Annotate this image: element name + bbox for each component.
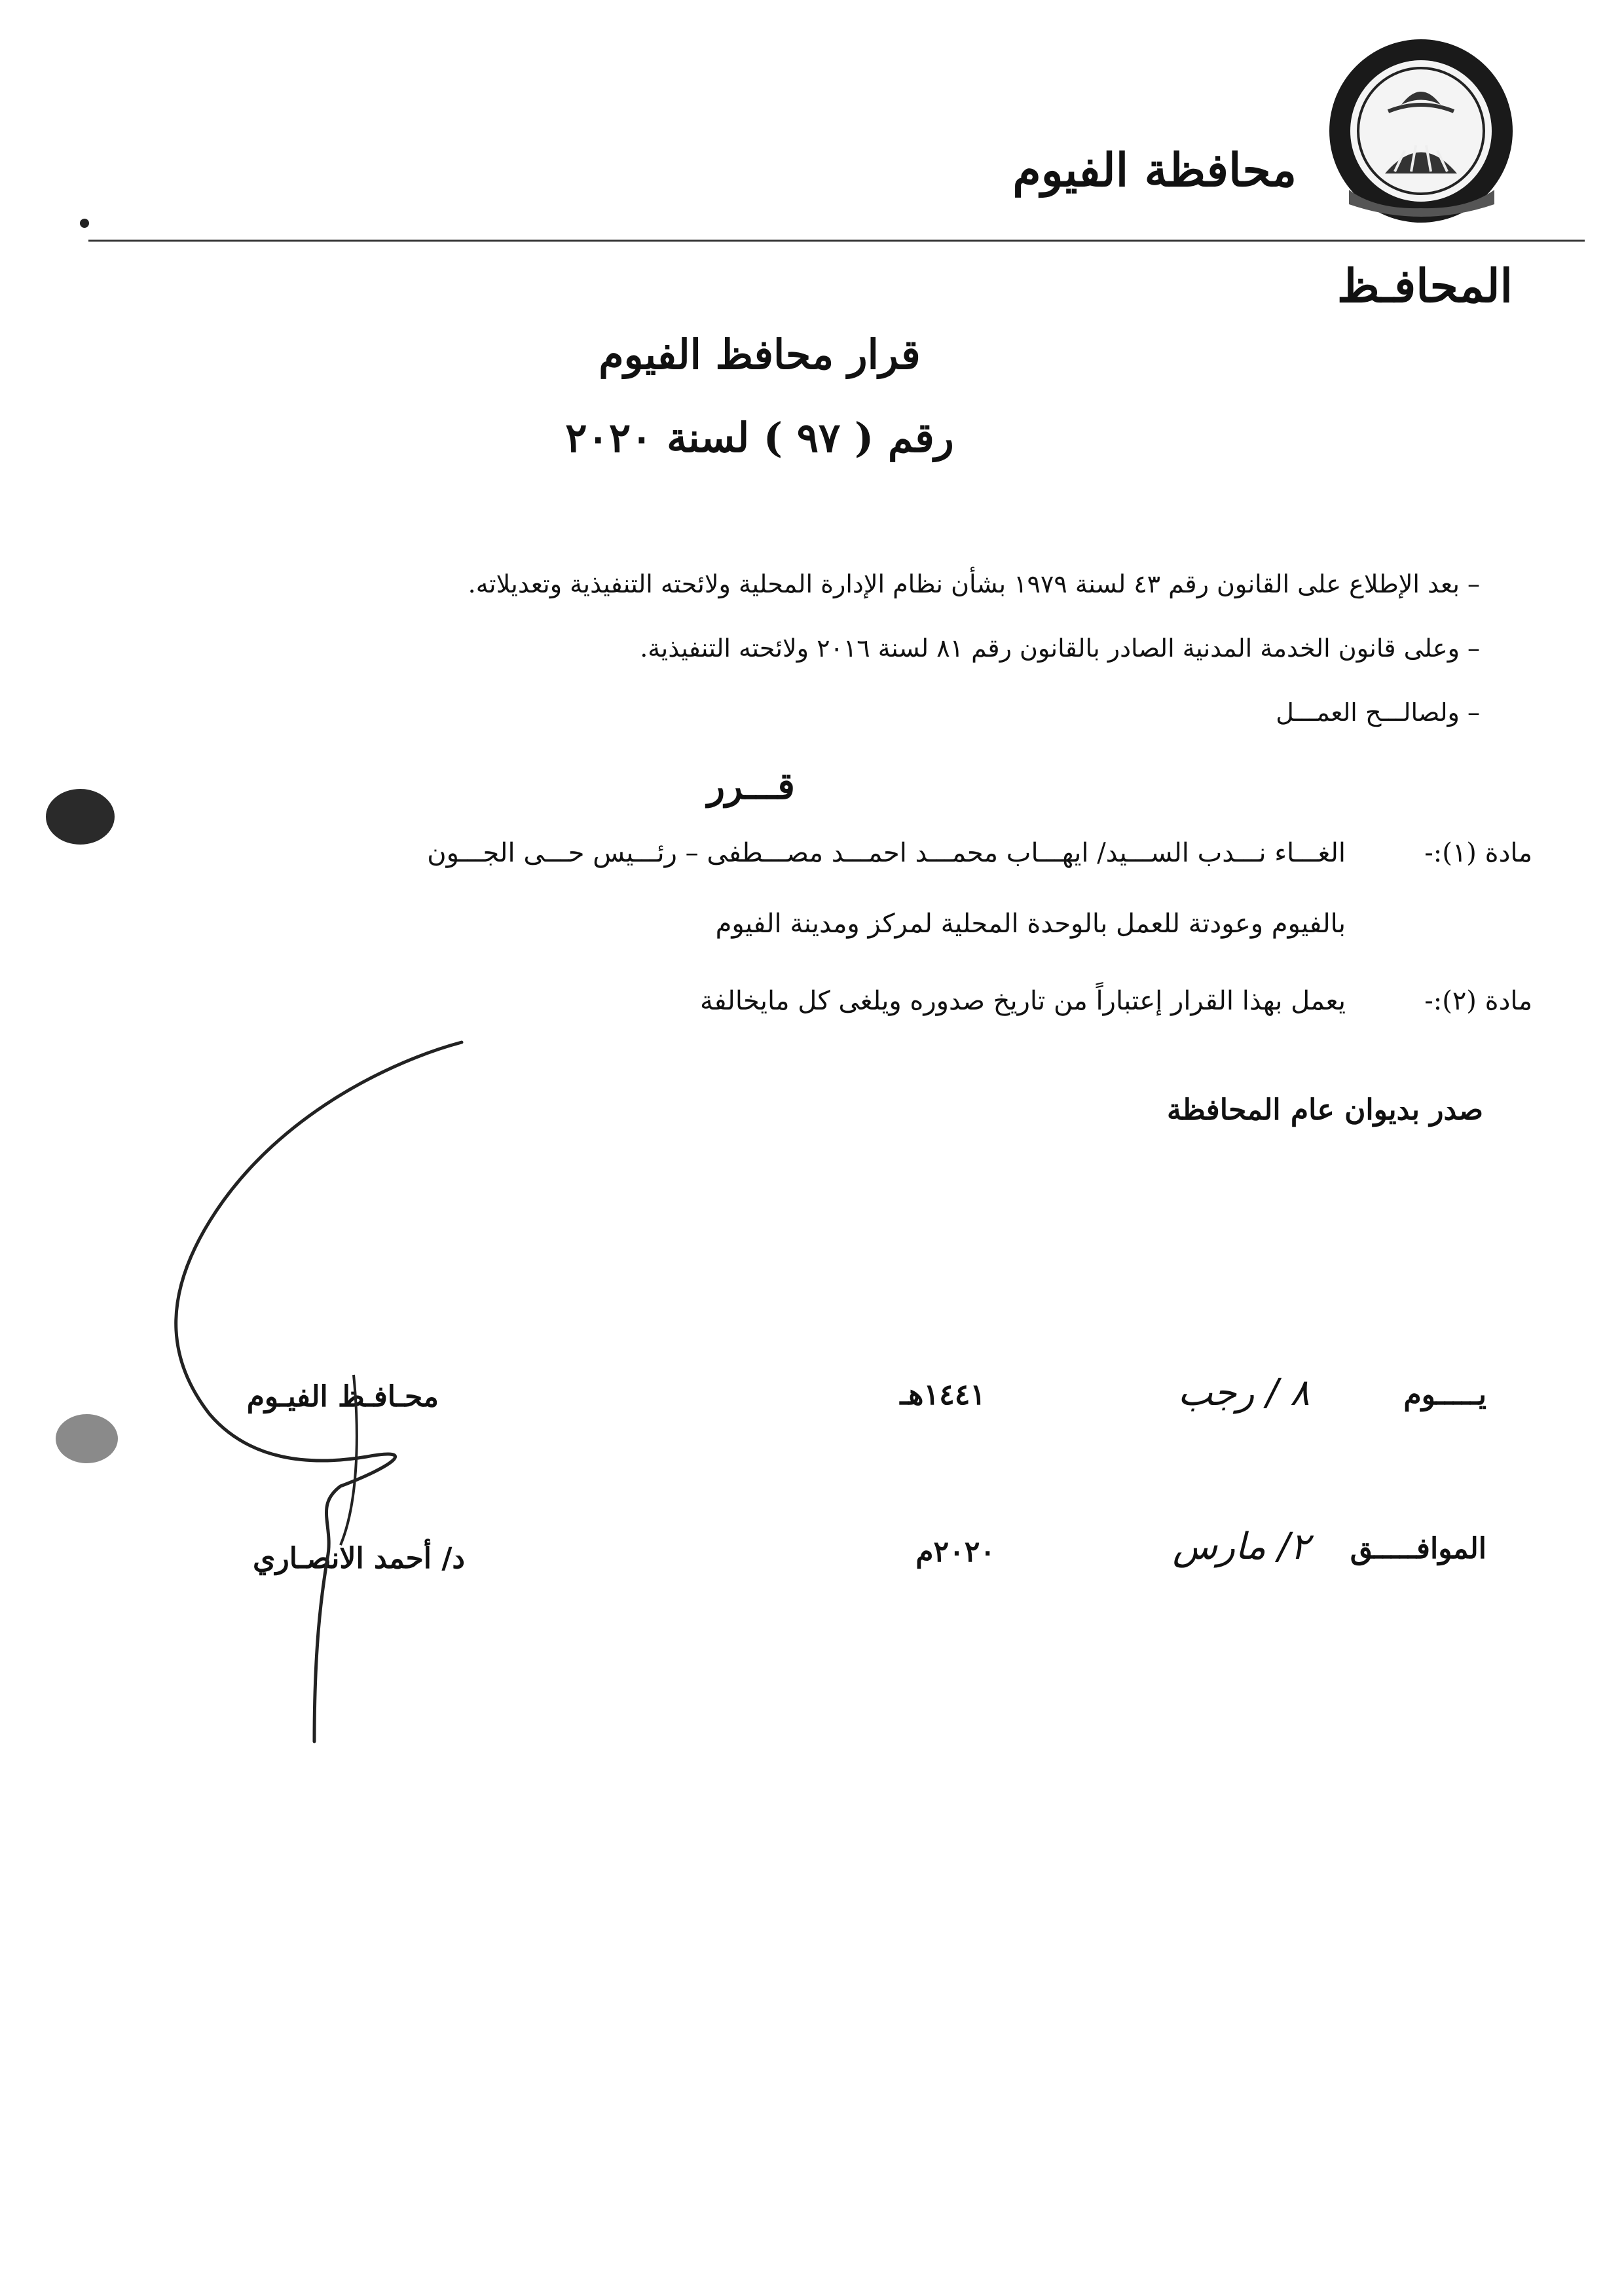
agreed-label: الموافـــــق <box>1350 1532 1486 1565</box>
signatory-name: د/ أحمد الانصـاري <box>253 1542 465 1575</box>
hijri-year: ١٤٤١هـ <box>900 1378 986 1412</box>
governorate-header: محافظة الفيوم <box>1012 143 1297 197</box>
decision-number: رقم ( ٩٧ ) لسنة ٢٠٢٠ <box>565 414 954 462</box>
gregorian-year: ٢٠٢٠م <box>915 1535 995 1569</box>
article-continuation: بالفيوم وعودتة للعمل بالوحدة المحلية لمركز ومدينة الفيوم <box>715 909 1346 939</box>
decided-heading: قـــرر <box>707 765 795 808</box>
preamble-item: – وعلى قانون الخدمة المدنية الصادر بالقانون رقم ٨١ لسنة ٢٠١٦ ولائحته التنفيذية. <box>640 634 1480 663</box>
hijri-handwritten-date: ٨ / رجب <box>1177 1372 1310 1414</box>
decision-title: قرار محافظ الفيوم <box>599 331 921 378</box>
preamble-item: – ولصالـــح العمـــل <box>1276 698 1480 727</box>
preamble-item: – بعد الإطلاع على القانون رقم ٤٣ لسنة ١٩٧٩ بشأن نظام الإدارة المحلية ولائحته التنفيذية وتعديلاته. <box>468 570 1480 598</box>
article-label: مادة (١):- <box>1424 838 1532 868</box>
article-text: يعمل بهذا القرار إعتباراً من تاريخ صدوره ويلغى كل مايخالفة <box>699 986 1346 1016</box>
punch-hole-mark <box>56 1414 118 1463</box>
article-label: مادة (٢):- <box>1424 986 1532 1016</box>
issued-at: صدر بديوان عام المحافظة <box>1166 1093 1483 1127</box>
day-label: يـــــوم <box>1403 1378 1486 1412</box>
punch-hole-mark <box>46 789 115 845</box>
signatory-title: محـافـظ الفيـوم <box>246 1380 439 1413</box>
office-heading: المحافـظ <box>1337 259 1513 313</box>
article-text: الغـــاء نـــدب الســـيد/ ايهـــاب محمـــد احمـــد مصـــطفى – رئـــيس حـــى الجـــون <box>427 838 1346 868</box>
gregorian-handwritten-date: ٢/ مارس <box>1172 1525 1310 1568</box>
